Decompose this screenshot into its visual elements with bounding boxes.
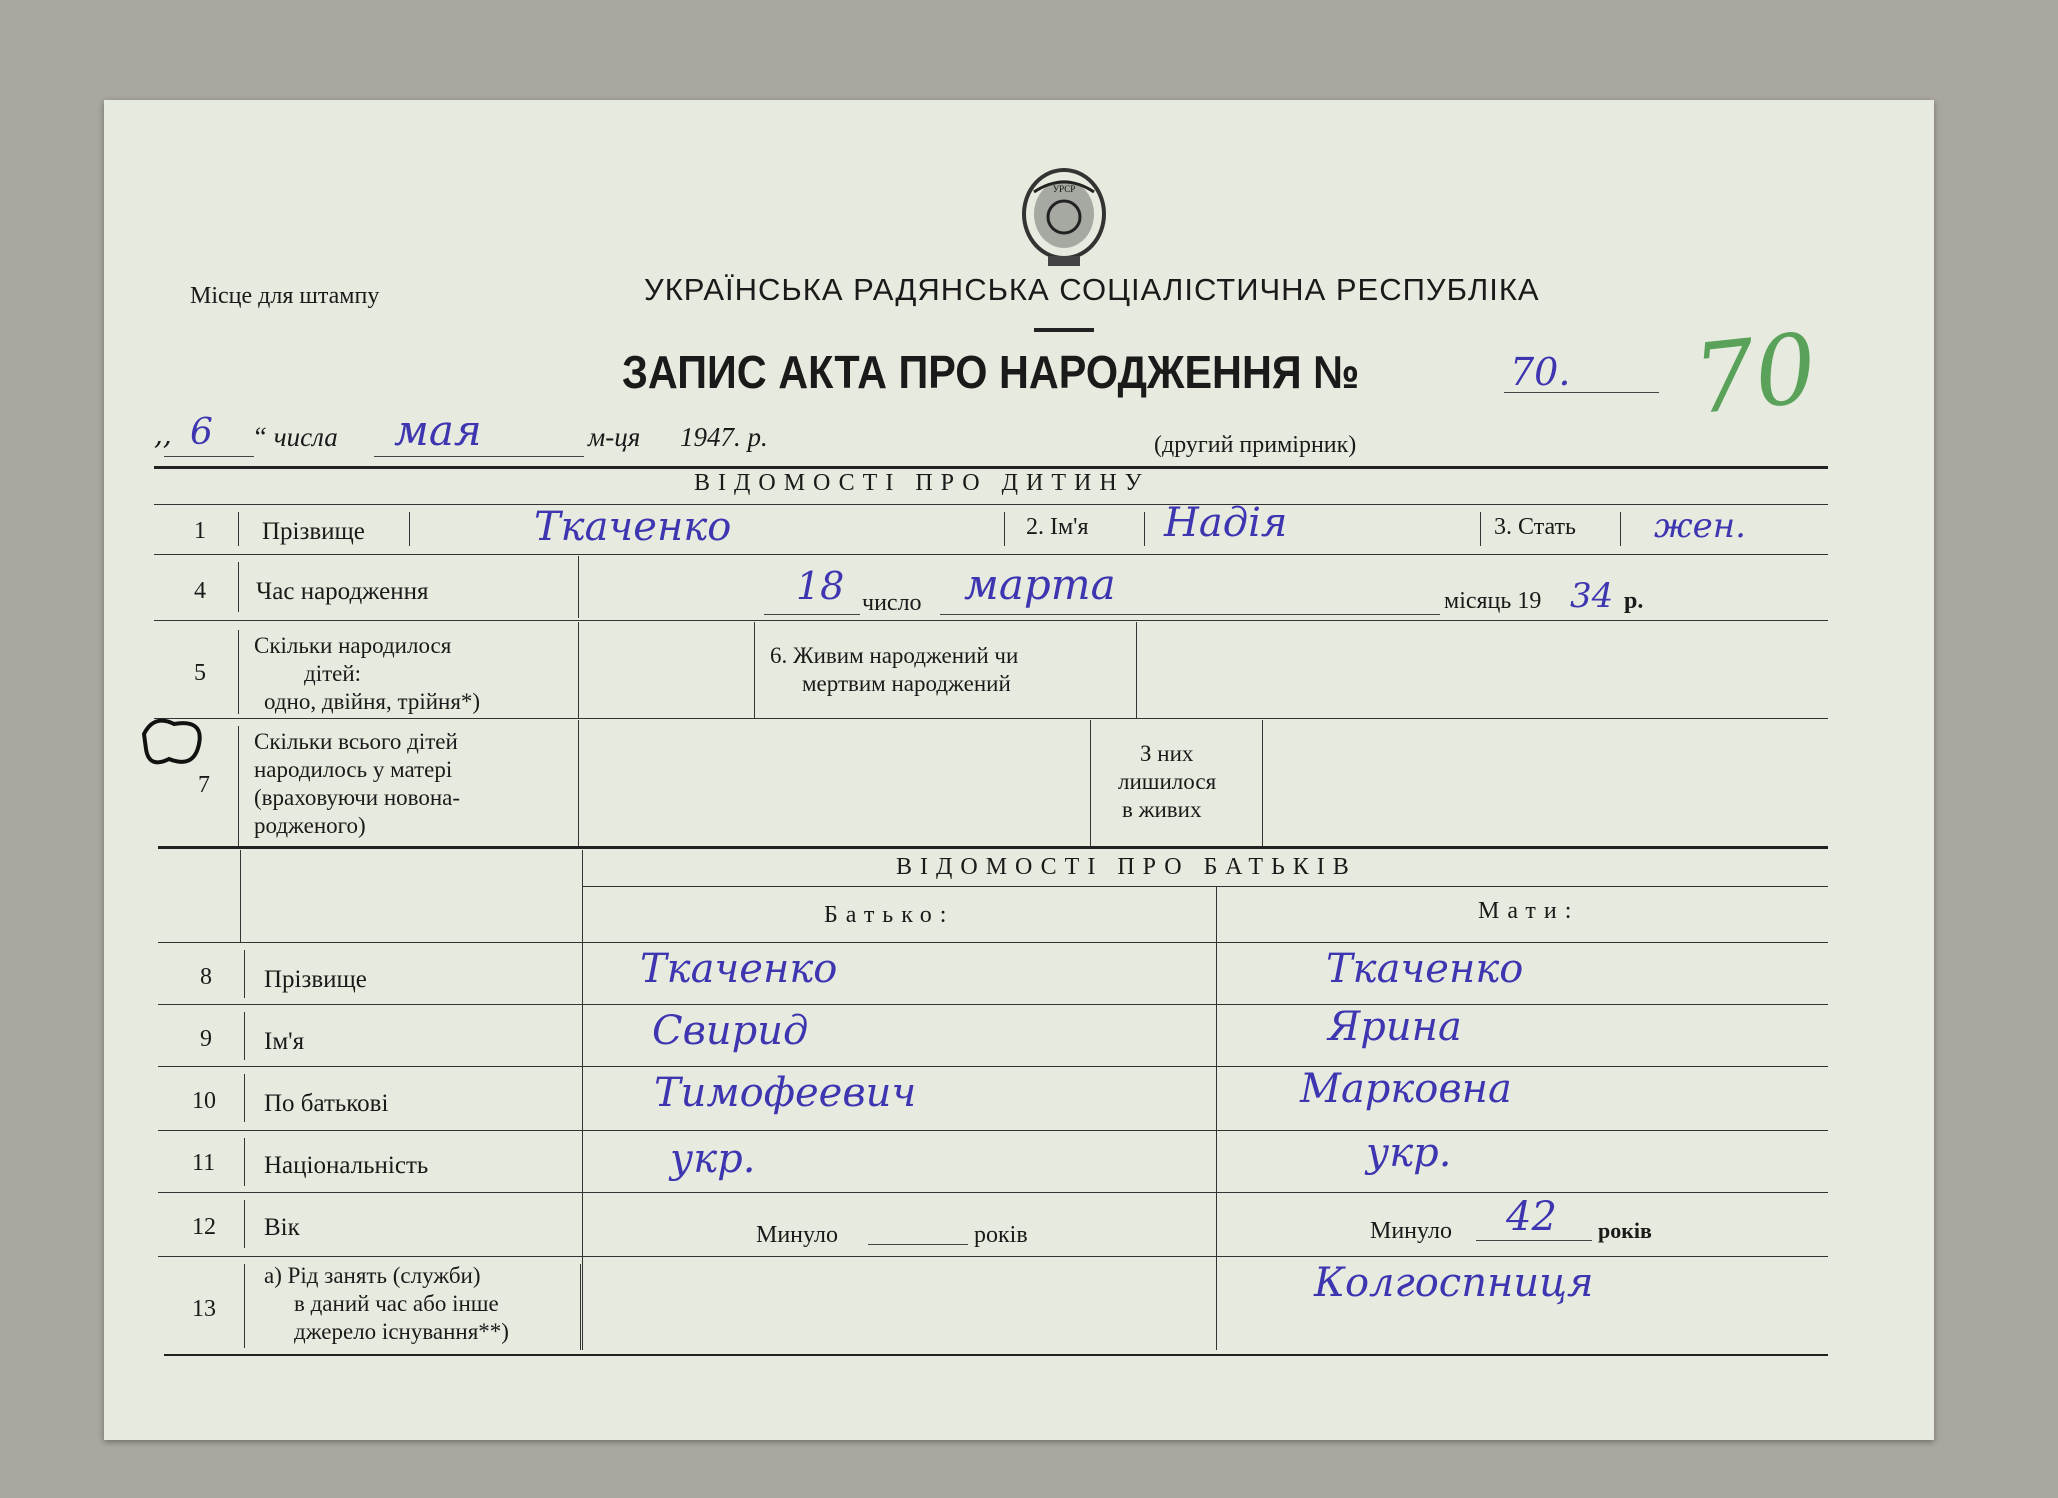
mother-nationality-value: укр. (1366, 1130, 1452, 1176)
live-birth-question-1: 6. Живим народжений чи (770, 643, 1019, 668)
archive-number: 70 (1688, 311, 1822, 437)
document-title: ЗАПИС АКТА ПРО НАРОДЖЕННЯ № (622, 346, 1360, 398)
ussr-emblem (1014, 162, 1114, 272)
birth-day-word: число (862, 590, 922, 616)
row-number: 9 (200, 1026, 212, 1052)
mother-surname-value: Ткаченко (1326, 946, 1524, 992)
child-name-label: 2. Ім'я (1026, 514, 1089, 540)
parents-section-heading: ВІДОМОСТІ ПРО БАТЬКІВ (896, 854, 1357, 880)
child-sex-label: 3. Стать (1494, 514, 1576, 540)
live-birth-question-2: мертвим народжений (802, 671, 1011, 696)
child-surname-value: Ткаченко (534, 504, 732, 550)
row-number: 12 (192, 1214, 216, 1240)
occupation-label-3: джерело існування**) (294, 1319, 509, 1344)
date-quote-open: ,, (154, 418, 172, 451)
mother-age-prefix: Минуло (1370, 1218, 1452, 1244)
alive-label-2: лишилося (1118, 769, 1217, 794)
stamp-placeholder-label: Місце для штампу (190, 283, 380, 309)
births-count-label-3: одно, двійня, трійня*) (264, 689, 481, 714)
occupation-label-1: а) Рід занять (служби) (264, 1263, 481, 1288)
svg-text:УРСР: УРСР (1052, 184, 1076, 194)
occupation-label-2: в даний час або інше (294, 1291, 499, 1316)
father-age-prefix: Минуло (756, 1222, 838, 1248)
birth-time-label: Час народження (256, 578, 429, 605)
row-number: 13 (192, 1296, 216, 1322)
row-number: 8 (200, 964, 212, 990)
birth-year-value: 34 (1570, 576, 1614, 616)
births-count-label-1: Скільки народилося (254, 633, 452, 658)
registration-year: 1947. р. (680, 422, 768, 452)
registration-month: мая (394, 406, 482, 455)
father-heading: Батько: (824, 902, 955, 928)
mother-age-value: 42 (1506, 1194, 1557, 1240)
mother-occupation-value: Колгоспниця (1314, 1260, 1594, 1306)
pencil-mark (134, 714, 214, 779)
mother-heading: Мати: (1478, 898, 1580, 924)
republic-title: УКРАЇНСЬКА РАДЯНСЬКА СОЦІАЛІСТИЧНА РЕСПУБЛІКА (644, 272, 1540, 307)
parent-surname-label: Прізвище (264, 966, 367, 993)
age-label: Вік (264, 1214, 300, 1241)
total-children-label-4: родженого) (254, 813, 366, 838)
date-day-word: “ числа (252, 422, 338, 452)
copy-note: (другий примірник) (1154, 432, 1357, 458)
father-surname-value: Ткаченко (640, 946, 838, 992)
birth-year-suffix: р. (1624, 588, 1644, 614)
total-children-label-1: Скільки всього дітей (254, 729, 458, 754)
mother-name-value: Ярина (1328, 1004, 1462, 1050)
father-name-value: Свирид (652, 1008, 809, 1054)
record-number: 70. (1510, 350, 1571, 394)
alive-label-1: З них (1140, 741, 1194, 766)
births-count-label-2: дітей: (304, 661, 362, 686)
child-surname-label: Прізвище (262, 518, 365, 545)
row-number: 7 (198, 772, 210, 798)
row-number: 4 (194, 578, 206, 604)
father-patronymic-value: Тимофеевич (654, 1070, 917, 1116)
month-word: м-ця (588, 422, 641, 452)
father-nationality-value: укр. (670, 1136, 756, 1182)
patronymic-label: По батькові (264, 1090, 389, 1117)
row-number: 10 (192, 1088, 216, 1114)
mother-patronymic-value: Марковна (1300, 1066, 1512, 1112)
child-section-heading: ВІДОМОСТІ ПРО ДИТИНУ (694, 470, 1150, 496)
registration-day: 6 (190, 412, 213, 453)
child-name-value: Надія (1164, 500, 1288, 546)
row-number: 5 (194, 660, 206, 686)
birth-certificate-sheet (104, 100, 1934, 1440)
total-children-label-3: (враховуючи новона- (254, 785, 461, 810)
row-number: 1 (194, 518, 206, 544)
total-children-label-2: народилось у матері (254, 757, 453, 782)
birth-day-value: 18 (796, 564, 845, 608)
birth-month-value: марта (964, 560, 1116, 609)
birth-month-word: місяць 19 (1444, 588, 1542, 614)
child-sex-value: жен. (1654, 506, 1746, 546)
alive-label-3: в живих (1122, 797, 1202, 822)
row-number: 11 (192, 1150, 216, 1176)
nationality-label: Національність (264, 1152, 429, 1179)
father-age-suffix: років (974, 1222, 1028, 1248)
mother-age-suffix: років (1598, 1218, 1652, 1243)
parent-name-label: Ім'я (264, 1028, 305, 1055)
